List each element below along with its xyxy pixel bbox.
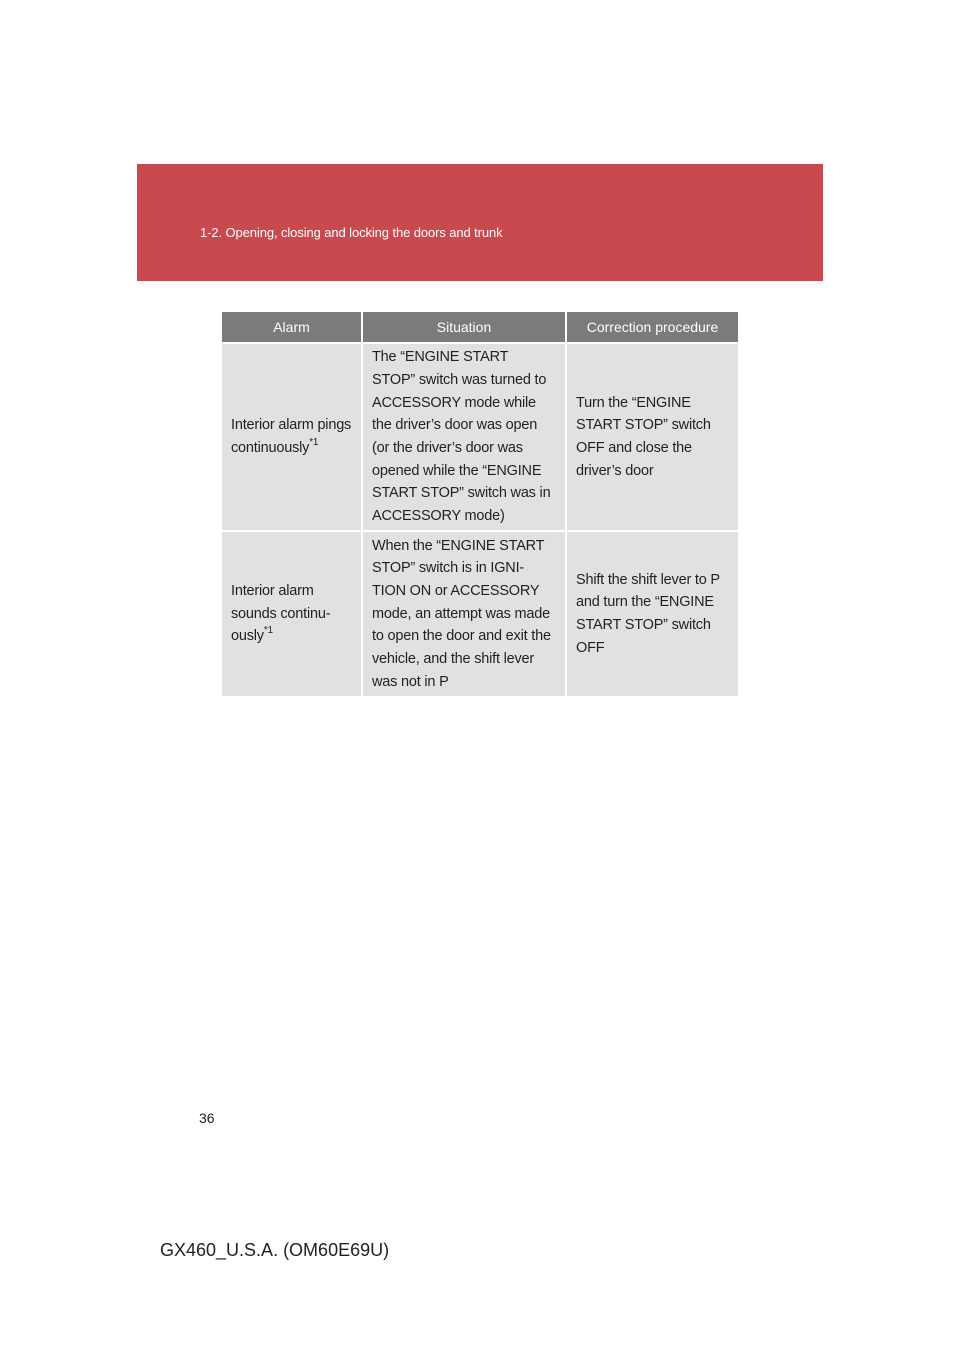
alarm-line — [231, 625, 355, 648]
alarm-cell — [222, 343, 362, 531]
correction-line: OFF and close the — [576, 440, 692, 456]
correction-cell — [566, 343, 738, 531]
table-header-row — [222, 312, 738, 343]
situation-line: The “ENGINE START — [372, 349, 509, 366]
situation-line: was not in P — [372, 673, 449, 690]
situation-line: vehicle, and the shift lever — [372, 651, 535, 668]
alarm-line: sounds continu- — [231, 605, 331, 622]
alarm-cell — [222, 531, 362, 697]
header-alarm: Alarm — [222, 312, 362, 343]
footnote-mark: *1 — [309, 437, 319, 448]
alarm-text: ously — [231, 628, 264, 645]
header-correction-procedure: Correction procedure — [566, 312, 738, 343]
situation-line: the driver’s door was open — [372, 417, 538, 434]
correction-line: OFF — [576, 639, 605, 656]
footnote-mark: *1 — [263, 625, 273, 637]
header-situation: Situation — [362, 312, 566, 343]
correction-line: driver’s door — [576, 462, 654, 479]
situation-line: to open the door and exit the — [372, 628, 551, 645]
section-title: 1-2. Opening, closing and locking the doors and trunk — [200, 225, 503, 240]
alarm-line: Interior alarm pings — [231, 417, 352, 434]
correction-line: START STOP” switch — [576, 617, 711, 633]
situation-cell — [362, 531, 566, 697]
situation-line: mode, an attempt was made — [372, 605, 550, 622]
situation-line: ACCESSORY mode) — [372, 508, 505, 525]
alarm-table — [222, 312, 738, 698]
situation-line: opened while the “ENGINE — [372, 462, 542, 479]
alarm-text: continuously — [231, 440, 310, 456]
situation-line: TION ON or ACCESSORY — [372, 582, 540, 599]
situation-line: (or the driver’s door was — [372, 440, 523, 456]
situation-line: STOP” switch was turned to — [372, 371, 547, 388]
situation-line: START STOP” switch was in — [372, 485, 551, 502]
situation-line: When the “ENGINE START — [372, 537, 545, 554]
table-row — [222, 531, 738, 697]
correction-line: and turn the “ENGINE — [576, 594, 714, 611]
situation-line: STOP” switch is in IGNI- — [372, 560, 525, 577]
correction-line: Shift the shift lever to P — [576, 571, 720, 588]
model-code: GX460_U.S.A. (OM60E69U) — [160, 1240, 390, 1260]
situation-cell — [362, 343, 566, 531]
header-band — [137, 164, 823, 281]
alarm-line: Interior alarm — [231, 582, 314, 599]
page-number: 36 — [199, 1110, 215, 1126]
table-row — [222, 343, 738, 531]
situation-line: ACCESSORY mode while — [372, 394, 536, 411]
alarm-line — [231, 437, 355, 460]
correction-line: Turn the “ENGINE — [576, 394, 691, 411]
correction-line: START STOP” switch — [576, 417, 711, 434]
correction-cell — [566, 531, 738, 697]
